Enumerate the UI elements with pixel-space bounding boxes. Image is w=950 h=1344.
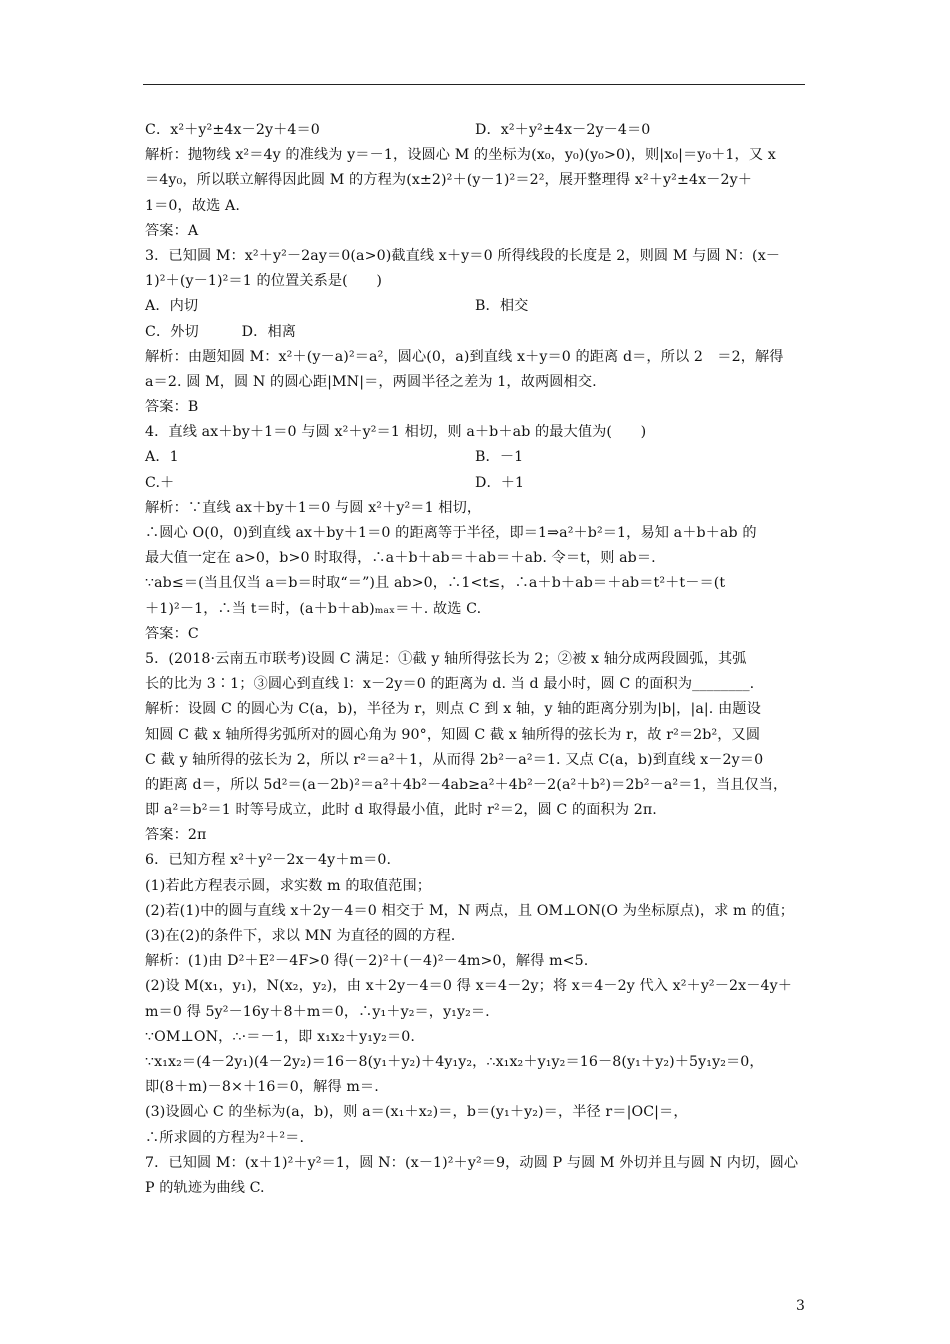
option-right: B．－1 <box>475 449 524 466</box>
text-line: 5．(2018·云南五市联考)设圆 C 满足：①截 y 轴所得弦长为 2；②被 x 轴分成两段圆弧，其弧 <box>145 650 747 667</box>
text-line: ＋1)²－1，∴当 t＝时，(a＋b＋ab)ₘₐₓ＝＋. 故选 C. <box>145 600 482 617</box>
text-line: 1)²＋(y－1)²＝1 的位置关系是( ) <box>145 273 383 290</box>
text-line: 答案：C <box>145 625 199 642</box>
text-line: 解析：由题知圆 M：x²＋(y－a)²＝a²，圆心(0，a)到直线 x＋y＝0 的距离 d＝，所以 2 ＝2，解得 <box>145 348 784 365</box>
text-line: 最大值一定在 a>0，b>0 时取得，∴a＋b＋ab＝＋ab＝＋ab. 令＝t，则 ab＝. <box>145 550 656 567</box>
option-left: A．内切 <box>145 298 199 315</box>
option-left: C．x²＋y²±4x－2y＋4＝0 <box>145 122 320 138</box>
option-row <box>145 118 815 143</box>
text-line: 答案：2π <box>145 827 207 844</box>
text-line: ∴所求圆的方程为²＋²＝. <box>145 1129 305 1146</box>
text-line: 解析：∵直线 ax＋by＋1＝0 与圆 x²＋y²＝1 相切， <box>145 499 482 516</box>
text-line: (1)若此方程表示圆，求实数 m 的取值范围； <box>145 877 432 894</box>
text-line: 长的比为 3∶1；③圆心到直线 l：x－2y＝0 的距离为 d. 当 d 最小时，圆 C 的面积为________. <box>145 676 755 693</box>
text-line: 的距离 d＝，所以 5d²＝(a－2b)²＝a²＋4b²－4ab≥a²＋4b²－2(a²＋b²)＝2b²－a²＝1，当且仅当， <box>145 776 788 793</box>
text-line: ∴圆心 O(0，0)到直线 ax＋by＋1＝0 的距离等于半径，即＝1⇒a²＋b²＝1，易知 a＋b＋ab 的 <box>145 525 757 541</box>
header-rule <box>143 84 805 85</box>
text-line: 7．已知圆 M：(x＋1)²＋y²＝1，圆 N：(x－1)²＋y²＝9，动圆 P 与圆 M 外切并且与圆 N 内切，圆心 <box>145 1154 799 1171</box>
text-line: 解析：设圆 C 的圆心为 C(a，b)，半径为 r，则点 C 到 x 轴，y 轴的距离分别为|b|，|a|. 由题设 <box>145 701 761 718</box>
document-body <box>145 118 815 1201</box>
text-line: 答案：B <box>145 399 199 416</box>
option-right: B．相交 <box>475 298 529 315</box>
option-left: A．1 <box>145 449 179 466</box>
text-line: 解析：抛物线 x²＝4y 的准线为 y＝－1，设圆心 M 的坐标为(x₀，y₀)(y₀>0)，则|x₀|＝y₀＋1，又 x <box>145 147 776 164</box>
text-line: ∵OM⊥ON，∴·＝－1，即 x₁x₂＋y₁y₂＝0. <box>145 1028 415 1045</box>
text-line: 1＝0，故选 A. <box>145 197 240 214</box>
text-line: (2)设 M(x₁，y₁)，N(x₂，y₂)，由 x＋2y－4＝0 得 x＝4－2y；将 x＝4－2y 代入 x²＋y²－2x－4y＋ <box>145 978 793 995</box>
option-row <box>145 471 815 496</box>
option-row <box>145 294 815 319</box>
text-line: 答案：A <box>145 222 199 239</box>
text-line: ＝4y₀，所以联立解得因此圆 M 的方程为(x±2)²＋(y－1)²＝2²，展开整理得 x²＋y²±4x－2y＋ <box>145 172 752 189</box>
text-line: 知圆 C 截 x 轴所得劣弧所对的圆心角为 90°，知圆 C 截 x 轴所得的弦长为 r，故 r²＝2b²，又圆 <box>145 726 761 743</box>
text-line: C．外切 D．相离 <box>145 323 297 340</box>
text-line: ∵x₁x₂＝(4－2y₁)(4－2y₂)＝16－8(y₁＋y₂)＋4y₁y₂，∴x₁x₂＋y₁y₂＝16－8(y₁＋y₂)＋5y₁y₂＝0， <box>145 1053 764 1070</box>
text-line: 4．直线 ax＋by＋1＝0 与圆 x²＋y²＝1 相切，则 a＋b＋ab 的最大值为( ) <box>145 424 647 441</box>
text-line: 3．已知圆 M：x²＋y²－2ay＝0(a>0)截直线 x＋y＝0 所得线段的长度是 2，则圆 M 与圆 N：(x－ <box>145 247 781 264</box>
option-left: C.＋ <box>145 474 175 491</box>
text-line: (3)在(2)的条件下，求以 MN 为直径的圆的方程. <box>145 928 456 944</box>
text-line: 6．已知方程 x²＋y²－2x－4y＋m＝0. <box>145 852 392 869</box>
option-right: D．x²＋y²±4x－2y－4＝0 <box>475 122 651 138</box>
option-row <box>145 445 815 470</box>
text-line: ∵ab≤＝(当且仅当 a＝b＝时取“＝”)且 ab>0，∴1<t≤，∴a＋b＋ab＝＋ab＝t²＋t－＝(t <box>145 575 726 592</box>
text-line: P 的轨迹为曲线 C. <box>145 1179 265 1196</box>
text-line: 即(8＋m)－8×＋16＝0，解得 m＝. <box>145 1079 379 1096</box>
text-line: m＝0 得 5y²－16y＋8＋m＝0，∴y₁＋y₂＝，y₁y₂＝. <box>145 1003 490 1020</box>
text-line: (3)设圆心 C 的坐标为(a，b)，则 a＝(x₁＋x₂)＝，b＝(y₁＋y₂)＝，半径 r＝|OC|＝， <box>145 1104 688 1121</box>
page-number: 3 <box>796 1298 805 1314</box>
text-line: 解析：(1)由 D²＋E²－4F>0 得(－2)²＋(－4)²－4m>0，解得 m<5. <box>145 953 589 970</box>
option-right: D．＋1 <box>475 474 525 491</box>
text-line: (2)若(1)中的圆与直线 x＋2y－4＝0 相交于 M，N 两点，且 OM⊥ON(O 为坐标原点)，求 m 的值； <box>145 902 795 919</box>
text-line: 即 a²＝b²＝1 时等号成立，此时 d 取得最小值，此时 r²＝2，圆 C 的面积为 2π. <box>145 802 657 819</box>
text-line: C 截 y 轴所得的弦长为 2，所以 r²＝a²＋1，从而得 2b²－a²＝1. 又点 C(a，b)到直线 x－2y＝0 <box>145 751 764 768</box>
text-line: a＝2. 圆 M，圆 N 的圆心距|MN|＝，两圆半径之差为 1，故两圆相交. <box>145 373 597 390</box>
